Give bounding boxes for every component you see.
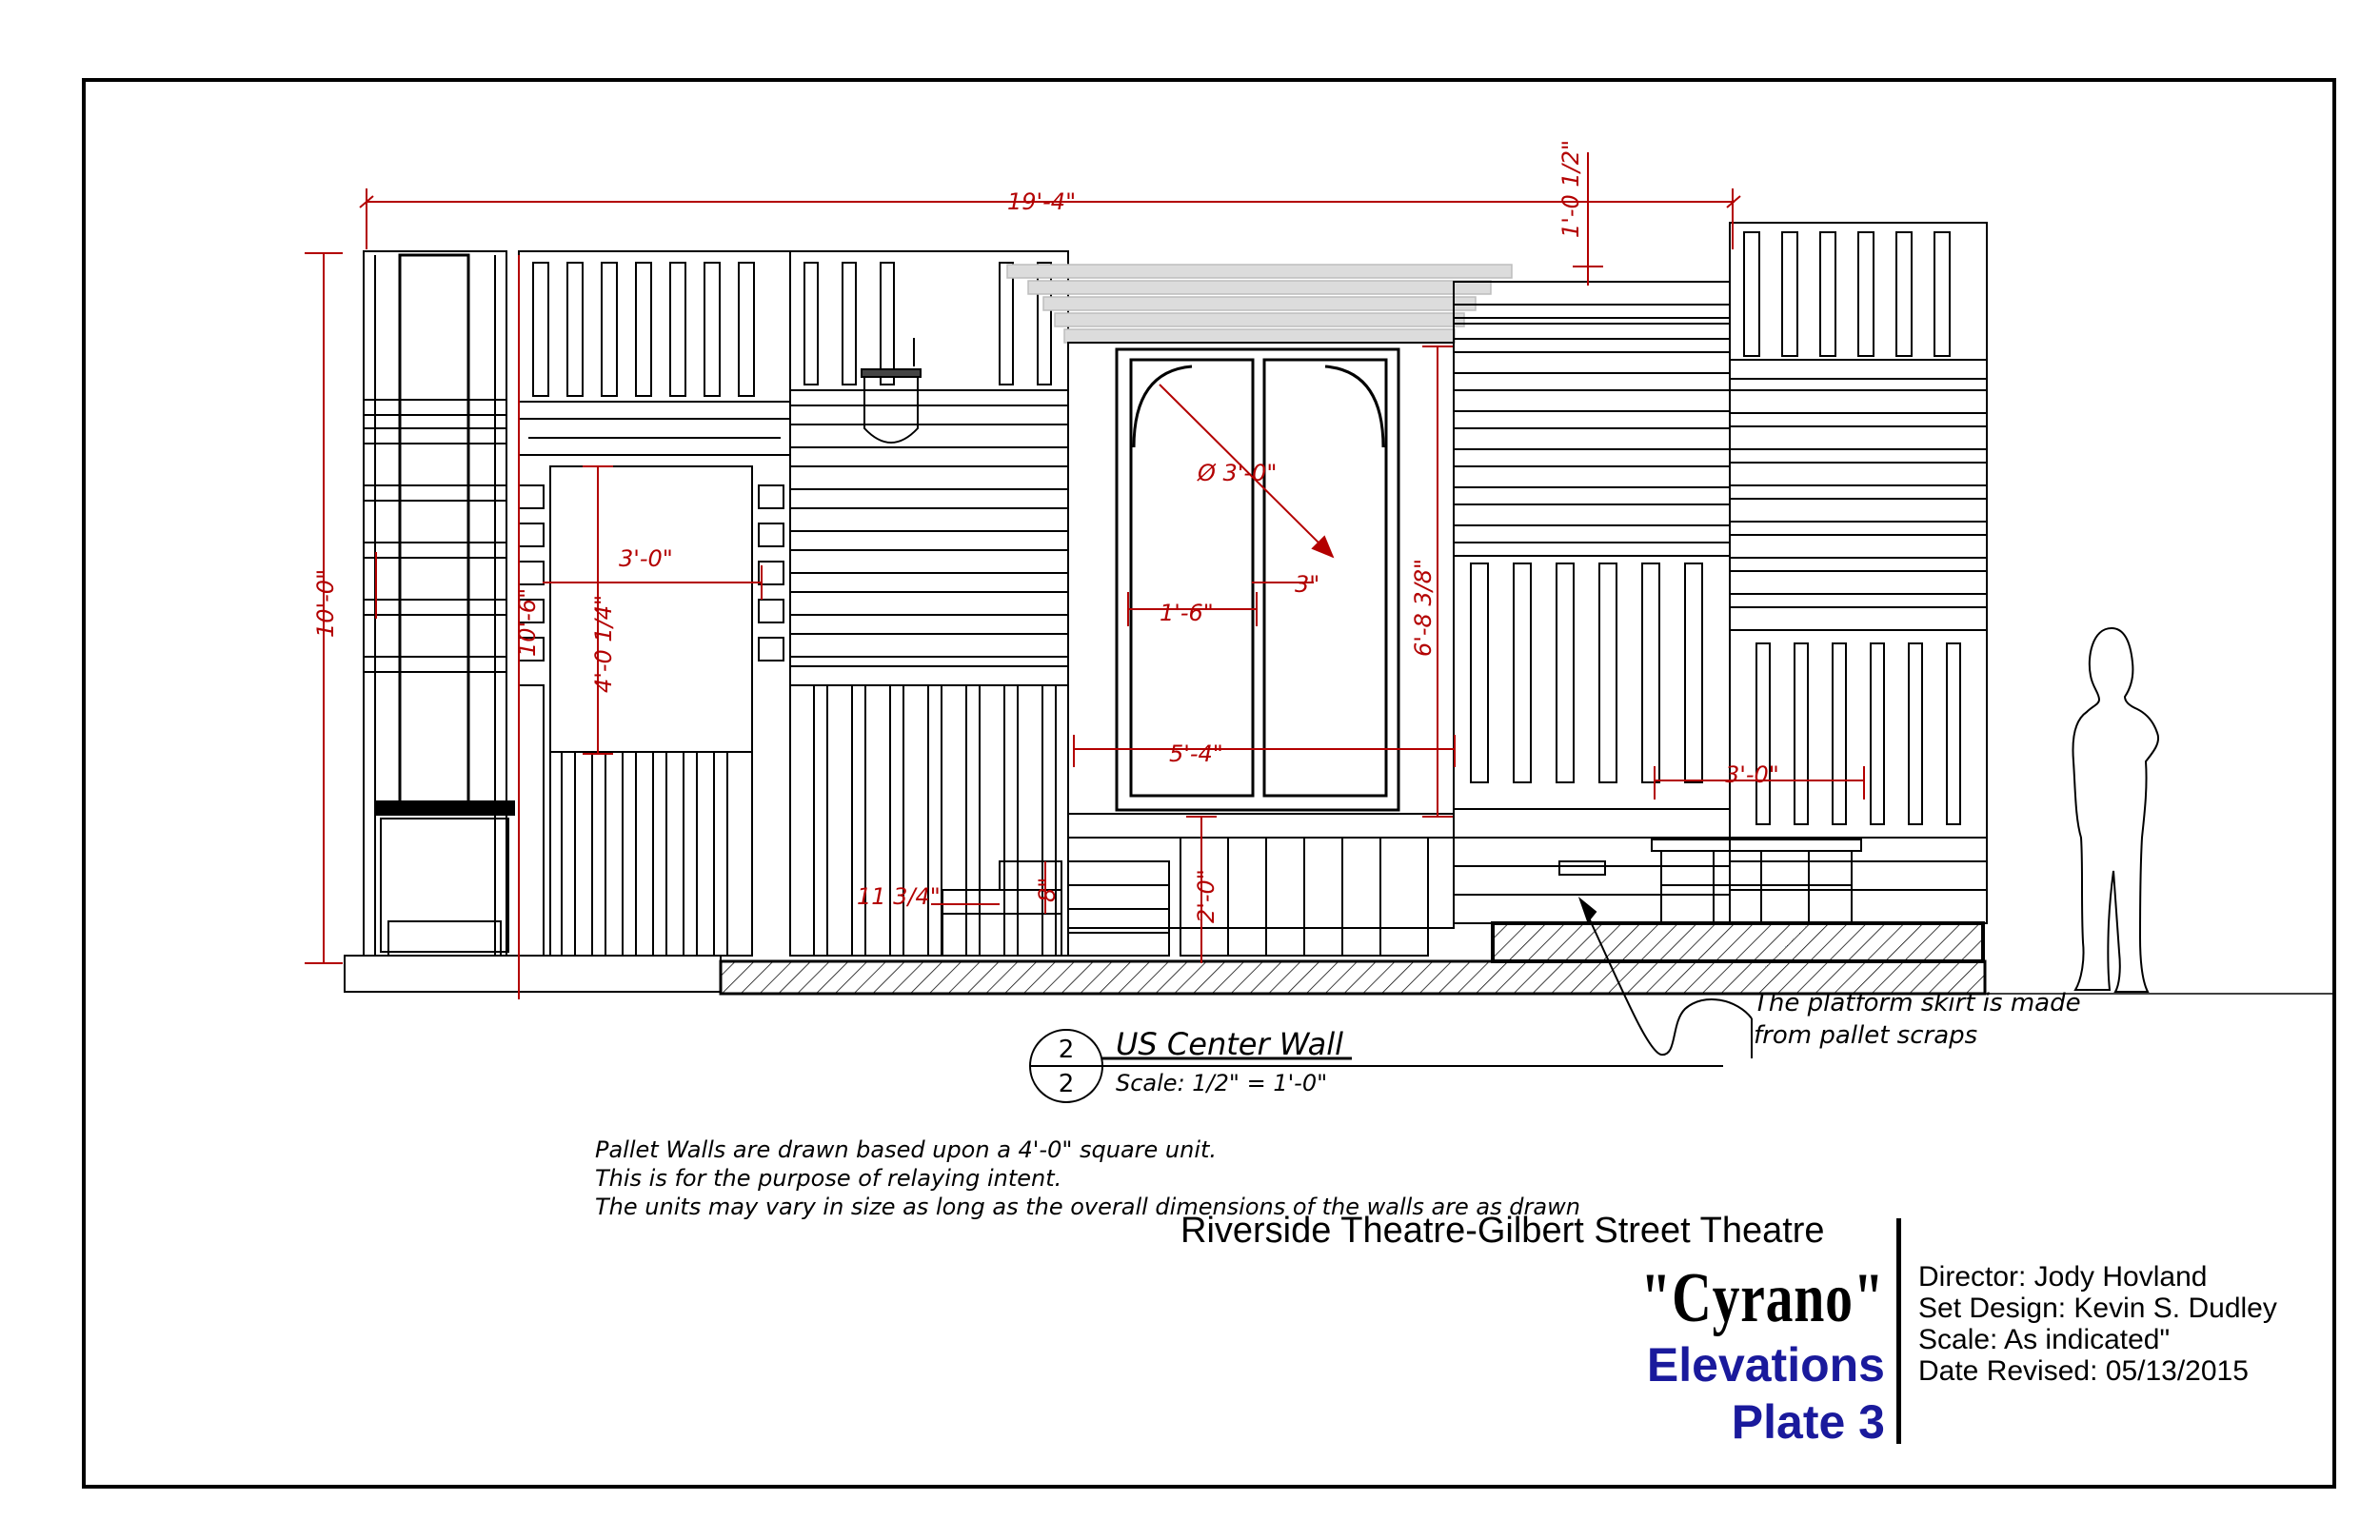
- dim-opening-height: 4'-0 1/4": [590, 594, 617, 693]
- dim-arch-diameter: Ø 3'-0": [1198, 460, 1278, 486]
- dim-bench-width: 3'-0": [1725, 761, 1779, 788]
- callout-line-2: from pallet scraps: [1754, 1021, 1978, 1050]
- window-opening: [550, 466, 752, 752]
- dim-top-height: 1'-0 1/2": [1557, 139, 1584, 238]
- lower-fence-left: [519, 685, 752, 956]
- dim-step-run: 11 3/4": [857, 883, 941, 910]
- dim-door-leaf: 1'-6": [1160, 600, 1214, 626]
- sheet-title: Elevations: [1646, 1338, 1885, 1392]
- pallet-panel-right: [1730, 223, 1987, 923]
- dim-overall-height: 10'-0": [312, 568, 339, 638]
- dim-door-height: 6'-8 3/8": [1410, 558, 1437, 657]
- door-frame: [1068, 343, 1454, 956]
- dim-opening-width: 3'-0": [619, 545, 673, 572]
- dim-left-post-height: 10'-6": [514, 587, 541, 657]
- pallet-panel-upper-left: [519, 251, 790, 455]
- skirt-callout-text: [1754, 989, 2081, 1050]
- note-line-1: Pallet Walls are drawn based upon a 4'-0" square unit.: [595, 1136, 1218, 1163]
- dim-platform-height: 2'-0": [1193, 869, 1220, 923]
- human-scale-figure: [2073, 628, 2159, 992]
- note-line-2: This is for the purpose of relaying intent.: [595, 1165, 1062, 1192]
- pillar-column: [364, 251, 514, 956]
- dim-step-rise: 8": [1034, 877, 1061, 902]
- callout-line-1: The platform skirt is made: [1754, 989, 2081, 1017]
- view-sheet-number: 2: [1058, 1070, 1075, 1098]
- set-design-credit: Set Design: Kevin S. Dudley: [1918, 1293, 2277, 1324]
- platform-step-right: [1493, 923, 1983, 961]
- view-scale: Scale: 1/2" = 1'-0": [1116, 1070, 1328, 1096]
- show-title: "Cyrano": [1640, 1259, 1885, 1337]
- title-block-divider: [1896, 1218, 1901, 1444]
- dim-door-width: 5'-4": [1169, 740, 1223, 767]
- side-blocks: [519, 485, 783, 661]
- floor-base-left: [345, 956, 721, 992]
- dim-mullion: 3": [1295, 571, 1320, 598]
- view-label: [1030, 1026, 1723, 1102]
- view-title: US Center Wall: [1116, 1026, 1344, 1062]
- plate-number: Plate 3: [1731, 1395, 1885, 1449]
- cornice: [1007, 265, 1512, 343]
- director-credit: Director: Jody Hovland: [1918, 1261, 2208, 1293]
- pallet-panel-center-left: [790, 251, 1068, 956]
- venue-name: Riverside Theatre-Gilbert Street Theatre: [1180, 1211, 1825, 1251]
- dim-overall-width: 19'-4": [1007, 188, 1077, 215]
- scale-note: Scale: As indicated": [1918, 1324, 2171, 1355]
- pallet-wall-elevation: [345, 223, 2334, 994]
- note-line-3: The units may vary in size as long as the overall dimensions of the walls are as drawn: [595, 1194, 1580, 1220]
- bench: [1652, 839, 1861, 923]
- date-revised: Date Revised: 05/13/2015: [1918, 1355, 2249, 1387]
- view-detail-number: 2: [1058, 1036, 1075, 1064]
- dimension-lines: [305, 152, 1864, 999]
- pallet-panel-center-right: [1454, 282, 1730, 923]
